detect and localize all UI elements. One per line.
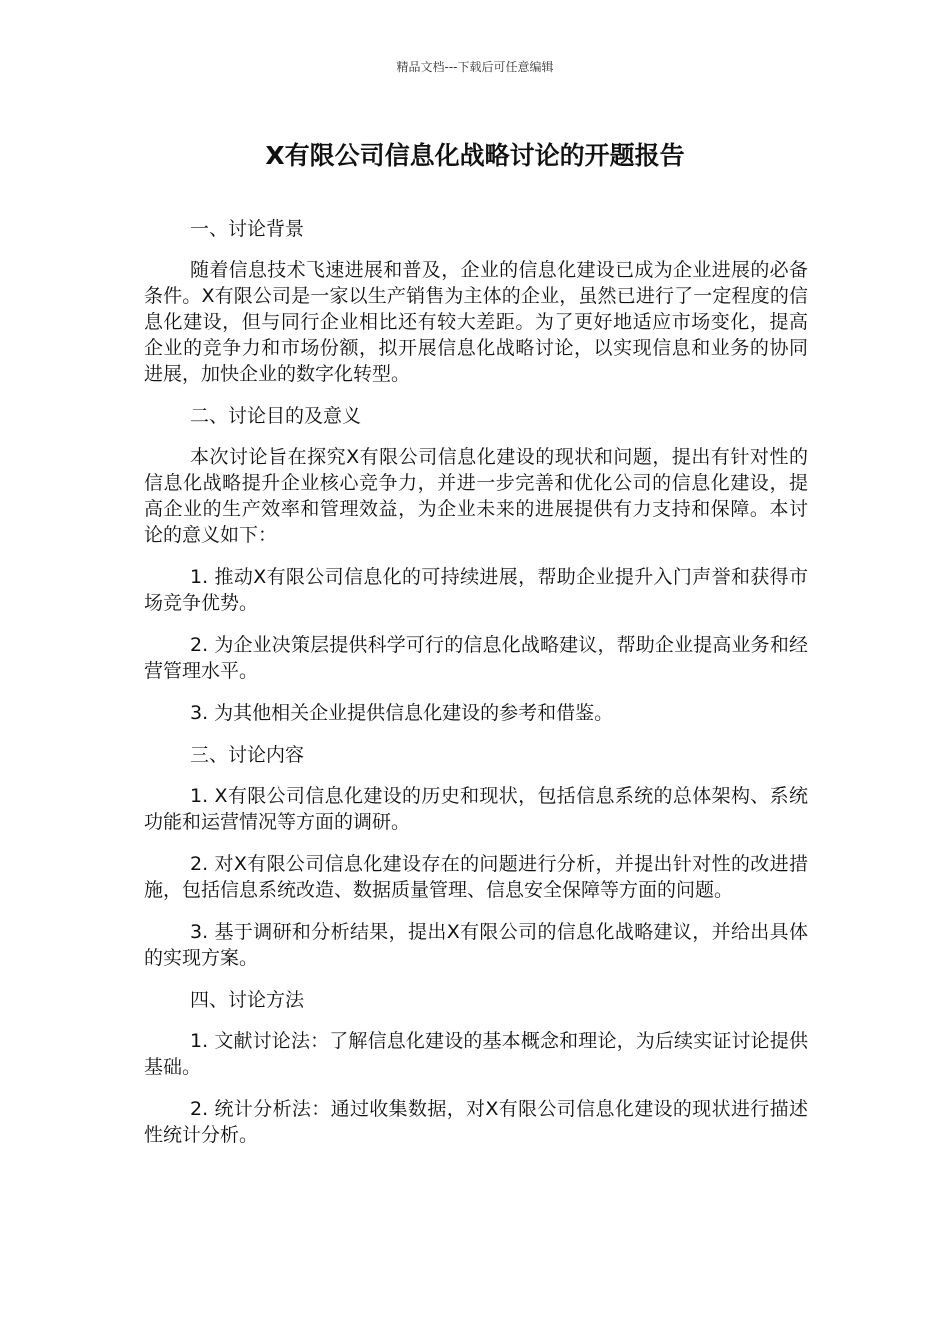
list-item-method-1: 1. 文献讨论法：了解信息化建设的基本概念和理论，为后续实证讨论提供基础。 bbox=[144, 1030, 808, 1078]
list-item-content-2: 2. 对X有限公司信息化建设存在的问题进行分析，并提出针对性的改进措施，包括信息系统改造、数据质量管理、信息安全保障等方面的问题。 bbox=[144, 853, 808, 901]
document-title: X有限公司信息化战略讨论的开题报告 bbox=[265, 141, 685, 170]
page-header: 精品文档---下载后可任意编辑 bbox=[396, 60, 554, 74]
paragraph-background: 随着信息技术飞速进展和普及，企业的信息化建设已成为企业进展的必备条件。X有限公司是一家以生产销售为主体的企业，虽然已进行了一定程度的信息化建设，但与同行企业相比还有较大差距。为了更好地适应市场变化，提高企业的竞争力和市场份额，拟开展信息化战略讨论，以实现信息和业务的协同进展，加快企业的数字化转型。 bbox=[144, 259, 808, 385]
document-body bbox=[144, 216, 808, 1164]
list-item-significance-2: 2. 为企业决策层提供科学可行的信息化战略建议，帮助企业提高业务和经营管理水平。 bbox=[144, 634, 808, 682]
paragraph-purpose: 本次讨论旨在探究X有限公司信息化建设的现状和问题，提出有针对性的信息化战略提升企业核心竞争力，并进一步完善和优化公司的信息化建设，提高企业的生产效率和管理效益，为企业未来的进展提供有力支持和保障。本讨论的意义如下： bbox=[144, 446, 808, 546]
section-heading-methods: 四、讨论方法 bbox=[190, 989, 305, 1011]
list-item-significance-3: 3. 为其他相关企业提供信息化建设的参考和借鉴。 bbox=[190, 702, 614, 724]
section-heading-content: 三、讨论内容 bbox=[190, 744, 305, 766]
section-heading-purpose: 二、讨论目的及意义 bbox=[190, 405, 362, 427]
list-item-method-2: 2. 统计分析法：通过收集数据，对X有限公司信息化建设的现状进行描述性统计分析。 bbox=[144, 1098, 808, 1146]
list-item-content-1: 1. X有限公司信息化建设的历史和现状，包括信息系统的总体架构、系统功能和运营情况等方面的调研。 bbox=[144, 785, 808, 833]
list-item-content-3: 3. 基于调研和分析结果，提出X有限公司的信息化战略建议，并给出具体的实现方案。 bbox=[144, 921, 808, 969]
section-heading-background: 一、讨论背景 bbox=[190, 218, 305, 240]
list-item-significance-1: 1. 推动X有限公司信息化的可持续进展，帮助企业提升入门声誉和获得市场竞争优势。 bbox=[144, 566, 808, 614]
